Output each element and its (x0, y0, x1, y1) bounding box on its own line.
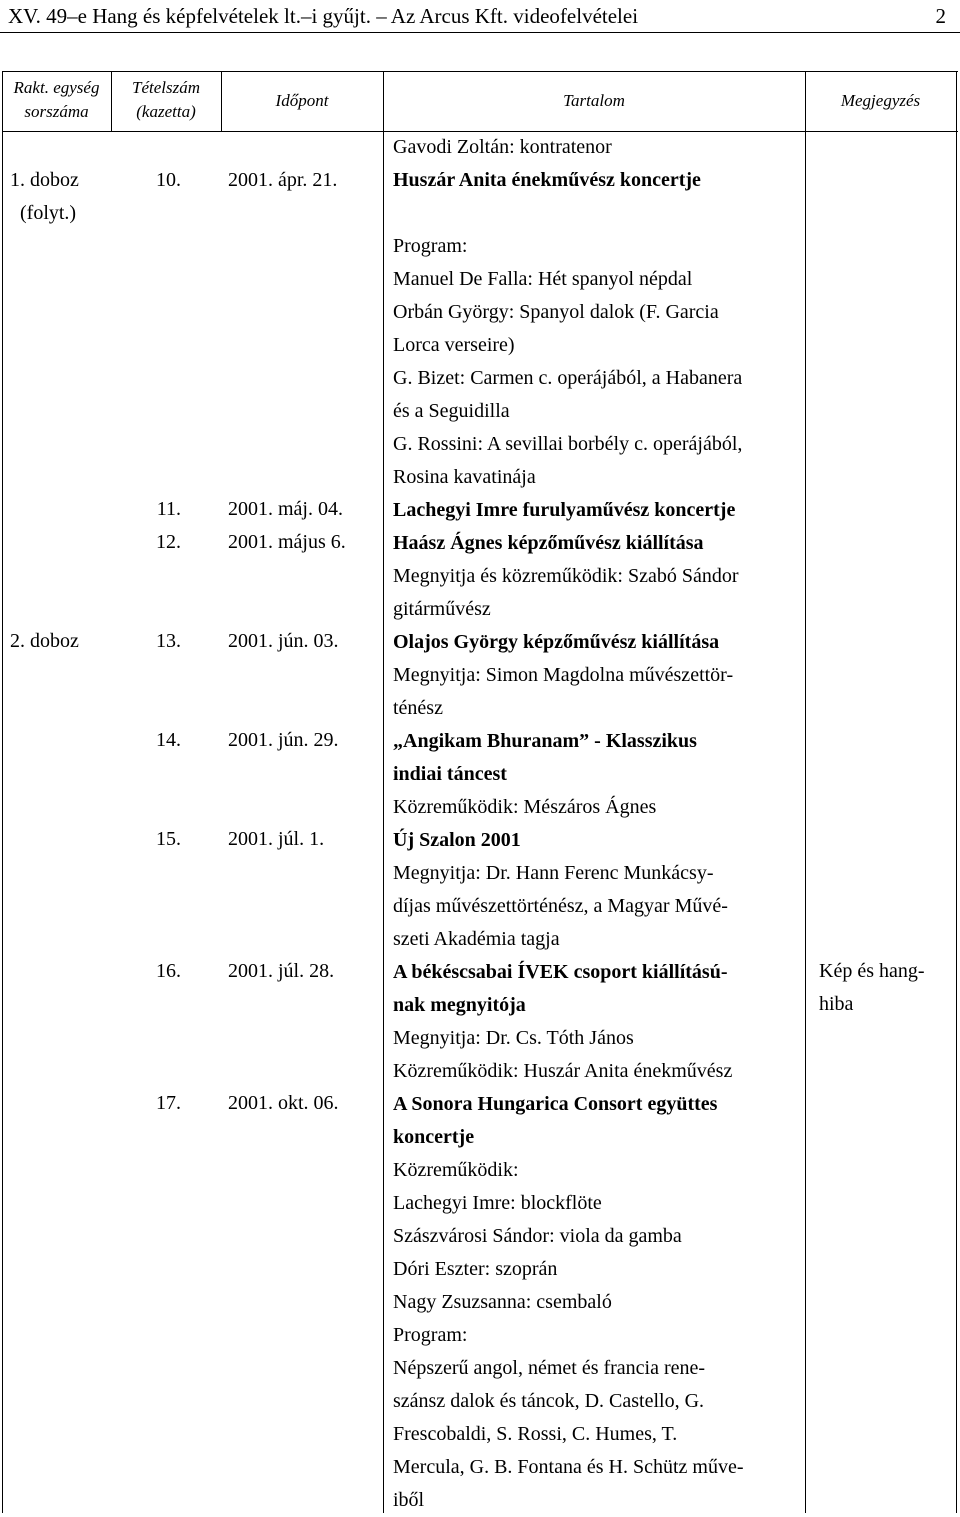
content-line: G. Bizet: Carmen c. operájából, a Habanera (393, 367, 743, 389)
content-line: nak megnyitója (393, 994, 526, 1016)
col-header-date: Időpont (275, 91, 329, 110)
unit-box2: 2. doboz (10, 630, 79, 652)
content-line (393, 197, 803, 230)
content-line: díjas művészettörténész, a Magyar Művé- (393, 895, 728, 917)
row-num: 16. (156, 960, 181, 982)
col-header-note: Megjegyzés (840, 91, 921, 110)
page-title: XV. 49–e Hang és képfelvételek lt.–i gyűjt. – Az Arcus Kft. videofelvételei (8, 4, 639, 28)
content-line: Közreműködik: (393, 1159, 519, 1181)
content-line: indiai táncest (393, 763, 507, 785)
page-header (0, 0, 960, 32)
unit-box1-line1: 1. doboz (10, 169, 79, 191)
row-num: 15. (156, 828, 181, 850)
content-column (393, 131, 803, 1517)
content-line: Népszerű angol, német és francia rene- (393, 1357, 706, 1379)
col-header-content: Tartalom (563, 91, 625, 110)
content-line: Lachegyi Imre furulyaművész koncertje (393, 499, 736, 521)
row-num: 12. (156, 531, 181, 553)
table-left-border (2, 71, 3, 1513)
content-line: „Angikam Bhuranam” - Klasszikus (393, 730, 697, 752)
row-date: 2001. júl. 1. (228, 828, 325, 850)
row-num: 13. (156, 630, 181, 652)
content-line: Dóri Eszter: szoprán (393, 1258, 558, 1280)
content-line: Huszár Anita énekművész koncertje (393, 169, 701, 191)
content-line: Olajos György képzőművész kiállítása (393, 631, 720, 653)
content-line: Közreműködik: Mészáros Ágnes (393, 796, 657, 818)
content-line: szánsz dalok és táncok, D. Castello, G. (393, 1390, 705, 1412)
note-line1: Kép és hang- (819, 960, 925, 982)
col-divider-4 (805, 71, 806, 1513)
content-line: gitárművész (393, 598, 491, 620)
row-date: 2001. júl. 28. (228, 960, 335, 982)
row-date: 2001. jún. 03. (228, 630, 339, 652)
content-line: A békéscsabai ÍVEK csoport kiállítású- (393, 961, 728, 983)
content-line: Program: (393, 235, 468, 257)
unit-box1-line2: (folyt.) (20, 202, 77, 224)
content-line: iből (393, 1489, 425, 1511)
content-line: Megnyitja: Dr. Hann Ferenc Munkácsy- (393, 862, 714, 884)
row-num: 10. (156, 169, 181, 191)
content-line: szeti Akadémia tagja (393, 928, 560, 950)
content-line: Lachegyi Imre: blockflöte (393, 1192, 602, 1214)
row-date: 2001. máj. 04. (228, 498, 343, 520)
col-divider-3 (383, 71, 384, 1513)
table-top-border (2, 71, 958, 72)
content-line: ténész (393, 697, 443, 719)
content-line: Megnyitja: Simon Magdolna művészettör- (393, 664, 734, 686)
row-date: 2001. május 6. (228, 531, 346, 553)
row-date: 2001. okt. 06. (228, 1092, 339, 1114)
content-line: Szászvárosi Sándor: viola da gamba (393, 1225, 682, 1247)
content-line: koncertje (393, 1126, 475, 1148)
col-header-item-line2: (kazetta) (136, 102, 196, 121)
content-line: Új Szalon 2001 (393, 829, 521, 851)
col-header-unit-line2: sorszáma (24, 102, 89, 121)
content-line: Rosina kavatinája (393, 466, 536, 488)
content-line: G. Rossini: A sevillai borbély c. operájából, (393, 433, 743, 455)
note-line2: hiba (819, 993, 854, 1015)
content-line: Mercula, G. B. Fontana és H. Schütz műve- (393, 1456, 744, 1478)
content-line: Manuel De Falla: Hét spanyol népdal (393, 268, 693, 290)
row-num: 17. (156, 1092, 181, 1114)
content-line: Megnyitja és közreműködik: Szabó Sándor (393, 565, 739, 587)
content-line: Haász Ágnes képzőművész kiállítása (393, 532, 704, 554)
row-date: 2001. ápr. 21. (228, 169, 338, 191)
content-line: Közreműködik: Huszár Anita énekművész (393, 1060, 733, 1082)
header-rule (0, 32, 960, 33)
content-line: A Sonora Hungarica Consort együttes (393, 1093, 718, 1115)
col-header-unit (2, 76, 111, 124)
col-header-item-line1: Tételszám (132, 78, 200, 97)
content-line: Program: (393, 1324, 468, 1346)
row-num: 14. (156, 729, 181, 751)
content-line: Nagy Zsuzsanna: csembaló (393, 1291, 612, 1313)
page-number: 2 (935, 4, 946, 28)
content-line: és a Seguidilla (393, 400, 510, 422)
content-line: Megnyitja: Dr. Cs. Tóth János (393, 1027, 634, 1049)
row-date: 2001. jún. 29. (228, 729, 339, 751)
table-right-border (956, 71, 957, 1513)
content-line: Lorca verseire) (393, 334, 515, 356)
content-line: Frescobaldi, S. Rossi, C. Humes, T. (393, 1423, 678, 1445)
content-line: Orbán György: Spanyol dalok (F. Garcia (393, 301, 719, 323)
col-header-unit-line1: Rakt. egység (13, 78, 100, 97)
col-header-item (111, 76, 221, 124)
row-num: 11. (156, 498, 181, 520)
content-line: Gavodi Zoltán: kontratenor (393, 136, 612, 158)
